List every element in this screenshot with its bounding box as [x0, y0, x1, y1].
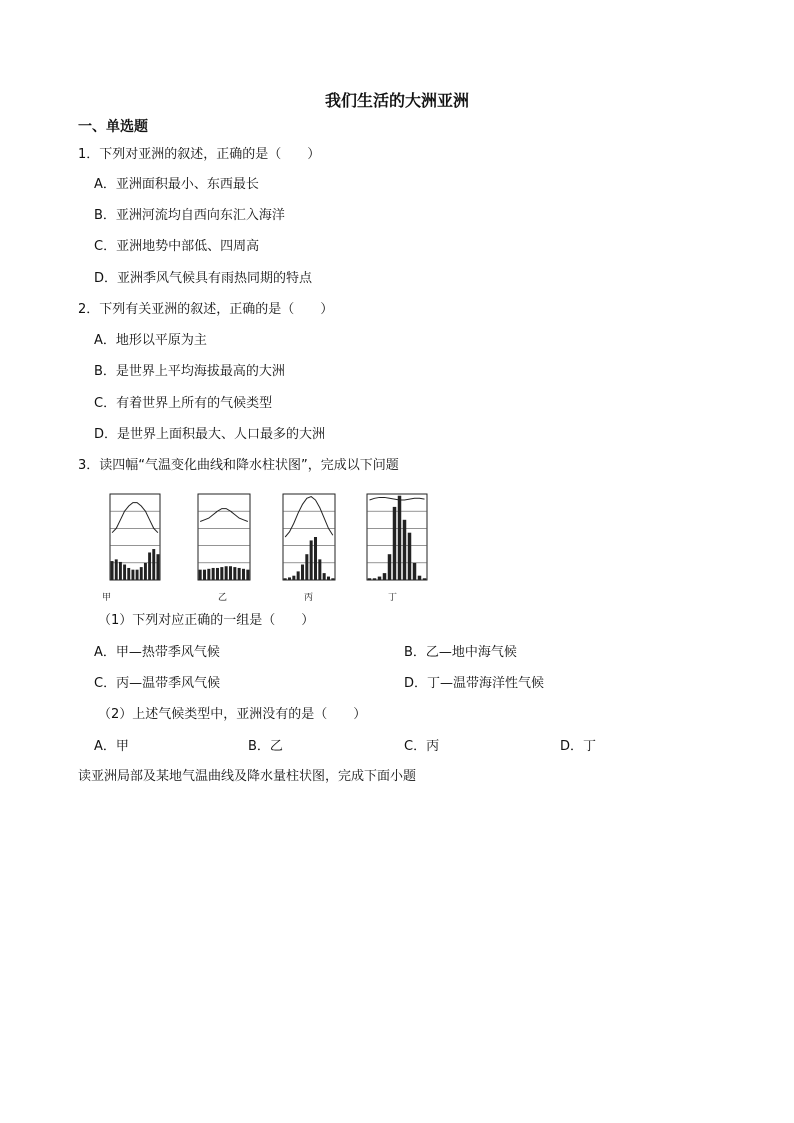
precip-bar: [238, 568, 241, 580]
precip-bar: [310, 540, 313, 580]
precip-bar: [314, 537, 317, 580]
precip-bar: [220, 567, 223, 580]
question-3-sub-1-option-c[interactable]: C．丙—温带季风气候: [94, 676, 221, 691]
climate-charts-figure: [100, 488, 440, 606]
precip-bar: [393, 507, 397, 580]
precip-bar: [148, 552, 151, 580]
chart-frame: [367, 494, 427, 580]
question-3-stem: 3．读四幅“气温变化曲线和降水柱状图”，完成以下问题: [78, 458, 399, 473]
precip-bar: [144, 563, 147, 580]
precip-bar: [233, 567, 236, 580]
precip-bar: [152, 549, 155, 580]
precip-bar: [199, 570, 202, 580]
precip-bar: [305, 554, 308, 580]
precip-bar: [131, 570, 134, 580]
precip-bar: [292, 576, 295, 580]
precip-bar: [318, 559, 321, 580]
precip-bar: [156, 554, 159, 580]
question-1-option-a[interactable]: A．亚洲面积最小、东西最长: [94, 177, 259, 192]
figure-label-bing: 丙: [304, 593, 314, 603]
section-heading: 一、单选题: [78, 119, 148, 135]
precip-bar: [327, 577, 330, 580]
temperature-curve: [370, 497, 425, 500]
precip-bar: [242, 569, 245, 580]
precip-bar: [383, 573, 387, 580]
precip-bar: [331, 578, 334, 580]
precip-bar: [368, 578, 372, 580]
figure-label-jia: 甲: [102, 593, 112, 603]
precip-bar: [284, 578, 287, 580]
chart-frame: [283, 494, 335, 580]
chart-frame: [198, 494, 250, 580]
question-2-option-d[interactable]: D．是世界上面积最大、人口最多的大洲: [94, 427, 326, 442]
question-3-sub-1-option-d[interactable]: D．丁—温带海洋性气候: [404, 676, 545, 691]
climate-charts-svg: [100, 488, 440, 606]
question-2-option-c[interactable]: C．有着世界上所有的气候类型: [94, 396, 273, 411]
question-3-sub-1-option-b[interactable]: B．乙—地中海气候: [404, 645, 517, 660]
figure-label-yi: 乙: [218, 593, 228, 603]
precip-bar: [246, 570, 249, 580]
precip-bar: [225, 566, 228, 580]
precip-bar: [136, 570, 139, 580]
question-2-stem: 2．下列有关亚洲的叙述，正确的是（ ）: [78, 302, 334, 317]
question-1-option-c[interactable]: C．亚洲地势中部低、四周高: [94, 239, 260, 254]
figure-label-ding: 丁: [388, 593, 398, 603]
document-title: 我们生活的大洲亚洲: [324, 91, 469, 110]
precip-bar: [203, 570, 206, 580]
question-3-sub-2-option-b[interactable]: B．乙: [248, 739, 283, 754]
precip-bar: [403, 520, 407, 580]
precip-bar: [216, 568, 219, 580]
question-1-stem: 1．下列对亚洲的叙述，正确的是（ ）: [78, 147, 321, 162]
temperature-curve: [200, 509, 248, 522]
precip-bar: [323, 573, 326, 580]
precip-bar: [111, 561, 114, 580]
question-1-option-b[interactable]: B．亚洲河流均自西向东汇入海洋: [94, 208, 285, 223]
precip-bar: [418, 576, 422, 580]
question-3-sub-1-option-a[interactable]: A．甲—热带季风气候: [94, 645, 220, 660]
precip-bar: [229, 566, 232, 580]
precip-bar: [140, 567, 143, 580]
precip-bar: [127, 568, 130, 580]
question-2-option-b[interactable]: B．是世界上平均海拔最高的大洲: [94, 364, 285, 379]
precip-bar: [123, 565, 126, 580]
precip-bar: [207, 569, 210, 580]
precip-bar: [413, 563, 417, 580]
question-1-option-d[interactable]: D．亚洲季风气候具有雨热同期的特点: [94, 271, 313, 286]
precip-bar: [115, 559, 118, 580]
precip-bar: [373, 578, 377, 580]
temperature-curve: [285, 497, 333, 537]
precip-bar: [301, 565, 304, 580]
precip-bar: [297, 571, 300, 580]
precip-bar: [398, 496, 402, 580]
precip-bar: [378, 577, 382, 580]
question-3-sub-2-option-c[interactable]: C．丙: [404, 739, 440, 754]
question-3-sub-2-option-d[interactable]: D．丁: [560, 739, 597, 754]
precip-bar: [119, 562, 122, 580]
precip-bar: [212, 568, 215, 580]
precip-bar: [288, 577, 291, 580]
precip-bar: [408, 533, 412, 580]
precip-bar: [388, 554, 392, 580]
precip-bar: [423, 578, 427, 580]
question-3-sub-1-stem: （1）下列对应正确的一组是（ ）: [98, 613, 315, 628]
question-3-sub-2-option-a[interactable]: A．甲: [94, 739, 129, 754]
next-question-intro: 读亚洲局部及某地气温曲线及降水量柱状图，完成下面小题: [78, 769, 417, 784]
question-2-option-a[interactable]: A．地形以平原为主: [94, 333, 207, 348]
question-3-sub-2-stem: （2）上述气候类型中，亚洲没有的是（ ）: [98, 707, 367, 722]
